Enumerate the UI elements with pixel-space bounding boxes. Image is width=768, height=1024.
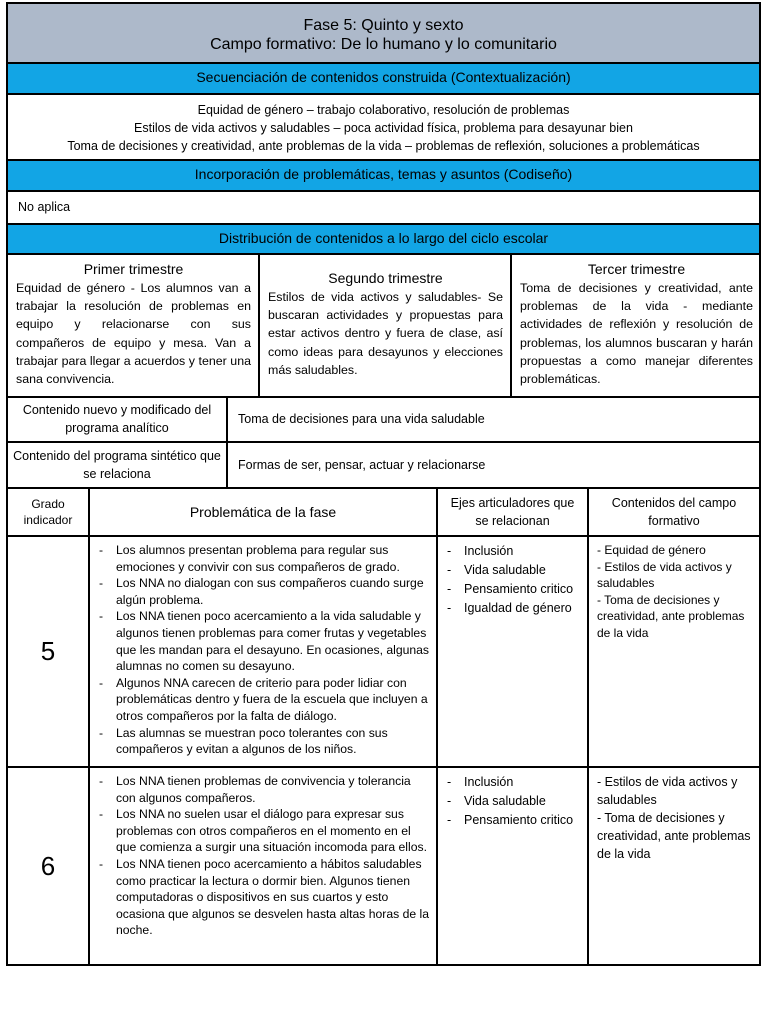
grado-value: 6 [8, 768, 90, 964]
contenido-programa-row [6, 441, 761, 487]
incorporacion-title: Incorporación de problemáticas, temas y asuntos (Codiseño) [194, 166, 573, 182]
ejes-cell [438, 537, 589, 766]
contenido-item: - Estilos de vida activos y saludables [597, 775, 738, 807]
secuenciacion-content [6, 93, 761, 159]
trimestre-body: Toma de decisiones y creatividad, ante problemas de la vida - mediante actividades de reflexión y resolución de problemas, los alumnos buscaran y harán propuestas a como manejar diferentes problemáticas. [520, 281, 753, 387]
ejes-cell [438, 768, 589, 964]
problematica-item: - Los alumnos presentan problema para regular sus emociones y convivir con sus compañeros de grado. [96, 542, 430, 575]
contenido-nuevo-row [6, 396, 761, 441]
grado-value: 5 [8, 537, 90, 766]
eje-item: - Inclusión [444, 773, 581, 792]
header-ejes: Ejes articuladores que se relacionan [438, 489, 589, 535]
eje-item: - Vida saludable [444, 792, 581, 811]
distribucion-title: Distribución de contenidos a lo largo del ciclo escolar [218, 230, 549, 246]
contenido-programa-value: Formas de ser, pensar, actuar y relacionarse [238, 458, 486, 472]
eje-item: - Vida saludable [444, 561, 581, 580]
problematica-item: - Los NNA no suelen usar el diálogo para expresar sus problemas con otros compañeros en el momento en el que comienza a surgir una situación incomoda para ellos. [96, 806, 430, 856]
problematica-item: - Las alumnas se muestran poco tolerantes con sus compañeros y evitan a algunos de los niños. [96, 725, 430, 758]
problematica-item: - Los NNA no dialogan con sus compañeros cuando surge algún problema. [96, 575, 430, 608]
trimestre-3 [512, 255, 759, 396]
problematicas-cell [90, 768, 438, 964]
trimestre-title: Primer trimestre [83, 261, 184, 277]
table-row [6, 535, 761, 766]
contenido-item: - Estilos de vida activos y saludables [597, 559, 732, 591]
eje-item: - Pensamiento critico [444, 811, 581, 830]
eje-item: - Pensamiento critico [444, 580, 581, 599]
trimestre-body: Estilos de vida activos y saludables- Se buscaran actividades y propuestas para estar activos dentro y fuera de clase, así como ideas para desayunos y elecciones más saludables. [268, 290, 503, 377]
secuenciacion-line: Toma de decisiones y creatividad, ante problemas de la vida – problemas de reflexión, soluciones a problemáticas [67, 139, 700, 153]
header-grado: Grado indicador [8, 489, 90, 535]
trimestre-body: Equidad de género - Los alumnos van a trabajar la resolución de problemas en equipo y relacionarse con sus compañeros de equipo y mesa. Van a trabajar para llegar a acuerdos y tener una sana convivencia. [16, 281, 251, 387]
trimestre-2 [260, 255, 512, 396]
problematica-item: - Los NNA tienen problemas de convivencia y tolerancia con algunos compañeros. [96, 773, 430, 806]
secuenciacion-line: Equidad de género – trabajo colaborativo, resolución de problemas [197, 103, 570, 117]
incorporacion-band [6, 159, 761, 190]
trimestres-row [6, 253, 761, 396]
contenido-item: - Equidad de género [597, 543, 706, 557]
eje-item: - Inclusión [444, 542, 581, 561]
secuenciacion-title: Secuenciación de contenidos construida (Contextualización) [196, 69, 571, 85]
phase-title: Fase 5: Quinto y sexto [303, 17, 464, 34]
trimestre-title: Tercer trimestre [587, 261, 686, 277]
table-row [6, 766, 761, 966]
contenido-nuevo-label: Contenido nuevo y modificado del programa analítico [8, 398, 228, 441]
problematica-item: - Los NNA tienen poco acercamiento a hábitos saludables como practicar la lectura o dormir bien. Algunos tienen computadoras o dispositivos en sus cuartos y esto ocasiona que algunos se desvelen hasta altas horas de la noche. [96, 856, 430, 939]
contenido-nuevo-value: Toma de decisiones para una vida saludable [238, 412, 485, 426]
contenidos-cell [589, 537, 759, 766]
contenido-programa-label: Contenido del programa sintético que se relaciona [8, 443, 228, 487]
contenidos-cell [589, 768, 759, 964]
document-header [6, 2, 761, 62]
problematica-item: - Los NNA tienen poco acercamiento a la vida saludable y algunos tienen problemas para comer frutas y vegetables que les mandan para el desayuno. En ocasiones, algunas alumnas no comen su desayuno. [96, 608, 430, 674]
header-contenidos: Contenidos del campo formativo [611, 496, 737, 528]
secuenciacion-band [6, 62, 761, 93]
incorporacion-value: No aplica [18, 200, 71, 214]
distribucion-band [6, 223, 761, 253]
header-problematica: Problemática de la fase [90, 489, 438, 535]
contenido-item: - Toma de decisiones y creatividad, ante problemas de la vida [597, 811, 751, 861]
campo-formativo-title: Campo formativo: De lo humano y lo comunitario [210, 36, 557, 53]
tabla-header-row [6, 487, 761, 535]
problematica-item: - Algunos NNA carecen de criterio para poder lidiar con problemáticas dentro y fuera de la escuela que incluyen a otros compañeros por la falta de diálogo. [96, 675, 430, 725]
contenido-item: - Toma de decisiones y creatividad, ante problemas de la vida [597, 592, 745, 640]
problematicas-cell [90, 537, 438, 766]
secuenciacion-line: Estilos de vida activos y saludables – poca actividad física, problema para desayunar bien [134, 121, 633, 135]
trimestre-1 [8, 255, 260, 396]
eje-item: - Igualdad de género [444, 599, 581, 618]
trimestre-title: Segundo trimestre [328, 270, 443, 286]
incorporacion-content [6, 190, 761, 223]
